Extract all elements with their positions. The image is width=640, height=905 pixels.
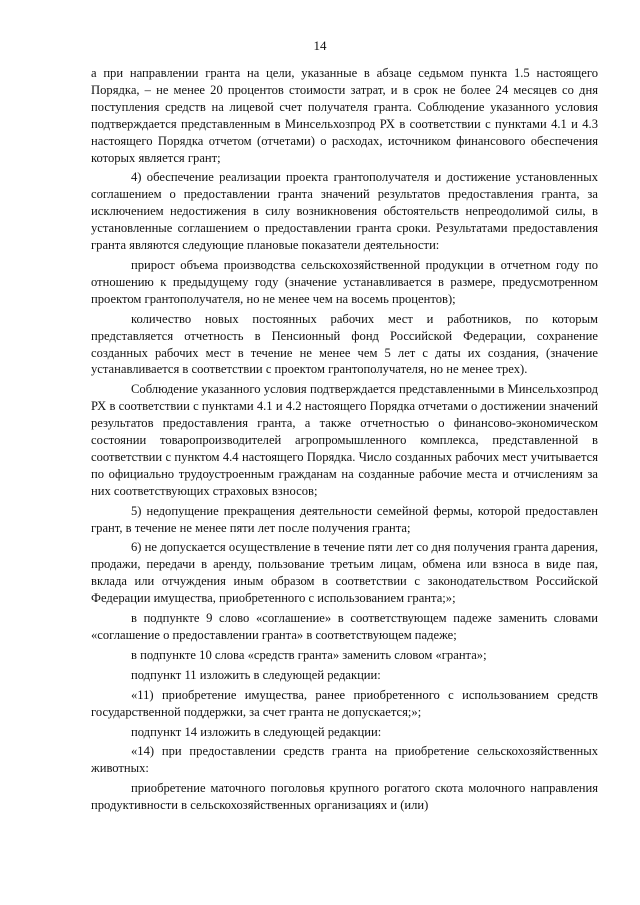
paragraph-item-4: 4) обеспечение реализации проекта грантополучателя и достижение установленных соглашением о предоставлении гранта значений результатов предоставления гранта, за исключением недостижения в силу возникновения обстоятельств непреодолимой силы, в установленные соглашением о предоставлении гранта сроки. Результатами предоставления гранта являются следующие плановые показатели деятельности: — [91, 170, 598, 253]
paragraph-item-5: 5) недопущение прекращения деятельности семейной фермы, которой предоставлен грант, в течение не менее пяти лет после получения гранта; — [91, 503, 598, 535]
document-body — [91, 65, 598, 817]
paragraph-livestock: приобретение маточного поголовья крупного рогатого скота молочного направления продуктивности в сельскохозяйственных организациях и (или) — [91, 781, 598, 813]
paragraph-subitem-14-text: «14) при предоставлении средств гранта на приобретение сельскохозяйственных животных: — [91, 744, 598, 776]
page-number: 14 — [313, 38, 327, 53]
paragraph-indicator-production: прирост объема производства сельскохозяйственной продукции в отчетном году по отношению к предыдущему году (значение устанавливается в размере, предусмотренном проектом грантополучателя, но не менее чем на восемь процентов); — [91, 257, 598, 306]
paragraph-indicator-jobs: количество новых постоянных рабочих мест и работников, по которым представляется отчетность в Пенсионный фонд Российской Федерации, сохранение созданных рабочих мест в течение не менее чем 5 лет с даты их создания, (значение устанавливается в соответствии с проектом грантополучателя, но не менее трех). — [91, 311, 598, 377]
paragraph-subitem-11-intro: подпункт 11 изложить в следующей редакции: — [131, 667, 381, 682]
paragraph-continuation: а при направлении гранта на цели, указанные в абзаце седьмом пункта 1.5 настоящего Порядка, – не менее 20 процентов стоимости затрат, и в срок не более 24 месяцев со дня поступления средств на лицевой счет получателя гранта. Соблюдение указанного условия подтверждается представленным в Минсельхозпрод РХ в соответствии с пунктами 4.1 и 4.3 настоящего Порядка отчетом (отчетами) о расходах, источником финансового обеспечения которых является грант; — [91, 66, 598, 165]
paragraph-compliance: Соблюдение указанного условия подтверждается представленными в Минсельхозпрод РХ в соответствии с пунктами 4.1 и 4.2 настоящего Порядка отчетами о достижении значений результатов предоставления гранта, а также отчетностью о финансово-экономическом состоянии товаропроизводителей агропромышленного комплекса, представленной в соответствии с пунктом 4.4 настоящего Порядка. Число созданных рабочих мест учитывается по официально трудоустроенным гражданам на созданные рабочие места и отчислениям за них соответствующих страховых взносов; — [91, 382, 598, 498]
paragraph-item-6: 6) не допускается осуществление в течение пяти лет со дня получения гранта дарения, продажи, передачи в аренду, пользование третьим лицам, обмена или взноса в виде пая, вклада или отчуждения иным образом в соответствии с законодательством Российской Федерации имущества, приобретенного с использованием гранта;»; — [91, 540, 598, 606]
paragraph-subitem-14-intro: подпункт 14 изложить в следующей редакции: — [131, 724, 382, 739]
paragraph-subitem-11-text: «11) приобретение имущества, ранее приобретенного с использованием средств государственной поддержки, за счет гранта не допускается;»; — [91, 687, 598, 719]
paragraph-subitem-9: в подпункте 9 слово «соглашение» в соответствующем падеже заменить словами «соглашение о предоставлении гранта» в соответствующем падеже; — [91, 611, 598, 642]
paragraph-subitem-10: в подпункте 10 слова «средств гранта» заменить словом «гранта»; — [131, 647, 487, 662]
